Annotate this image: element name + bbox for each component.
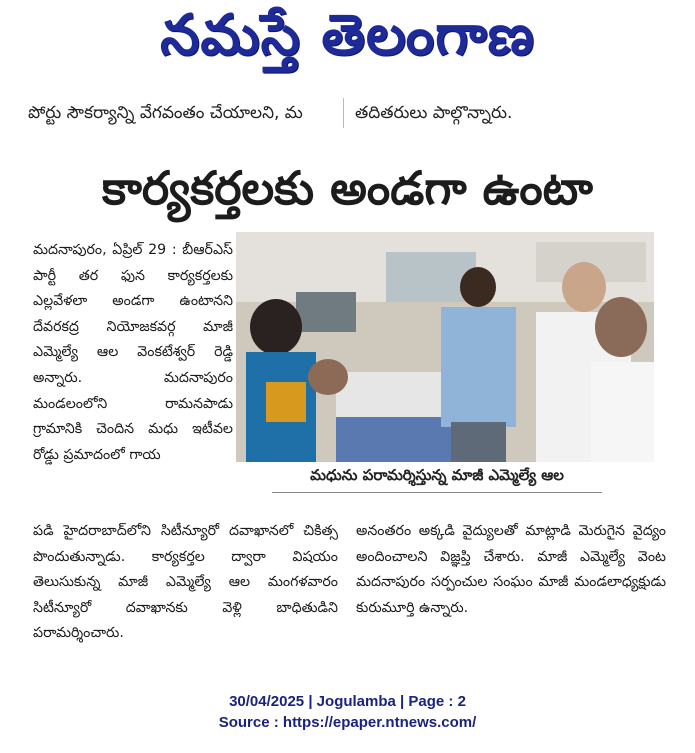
previous-article-snippet-left: పోర్టు సౌకర్యాన్ని వేగవంతం చేయాలని, మ — [28, 103, 303, 123]
caption-rule — [272, 492, 602, 493]
article-column-right-wide — [356, 519, 666, 621]
article-column-left — [33, 238, 233, 468]
footer-source-link[interactable]: Source : https://epaper.ntnews.com/ — [218, 714, 477, 731]
masthead — [0, 0, 695, 98]
hospital-visit-photo — [236, 232, 654, 462]
footer-date-edition: 30/04/2025 | Jogulamba | Page : 2 — [229, 693, 466, 710]
article-headline: కార్యకర్తలకు అండగా ఉంటా — [102, 161, 593, 215]
article-paragraph-1: మదనాపురం, ఏప్రిల్ 29 : బీఆర్ఎస్ పార్టీ తర ఫున కార్యకర్తలకు ఎల్లవేళలా అండగా ఉంటానని దేవరకద్ర నియోజకవర్గ మాజీ ఎమ్మెల్యే ఆల వెంకటేశ్వర్ రెడ్డి అన్నారు. మదనాపురం మండలంలోని రామనపాడు గ్రామానికి చెందిన మధు ఇటీవల రోడ్డు ప్రమాదంలో గాయ — [33, 242, 233, 463]
article-paragraph-2: పడి హైదరాబాద్‌లోని సిటీన్యూరో దవాఖానలో చికిత్స పొందుతున్నాడు. కార్యకర్తల ద్వారా విషయం తెలుసుకున్న మాజీ ఎమ్మెల్యే ఆల మంగళవారం సిటీన్యూరో దవాఖానకు వెళ్లి బాధితుడిని పరామర్శించారు. — [33, 523, 338, 642]
article-column-left-wide — [33, 519, 338, 647]
column-divider — [343, 98, 344, 128]
photo-caption: మధును పరామర్శిస్తున్న మాజీ ఎమ్మెల్యే ఆల — [310, 466, 564, 484]
previous-article-snippet-right: తదితరులు పాల్గొన్నారు. — [355, 103, 513, 123]
newspaper-logo-title: నమస్తే తెలంగాణ — [160, 2, 535, 68]
article-paragraph-3: అనంతరం అక్కడి వైద్యులతో మాట్లాడి మెరుగైన వైద్యం అందించాలని విజ్ఞప్తి చేశారు. మాజీ ఎమ్మెల్యే వెంట మదనాపురం సర్పంచుల సంఘం మాజీ మండలాధ్యక్షుడు కురుమూర్తి ఉన్నారు. — [356, 523, 666, 616]
news-photo — [236, 232, 654, 462]
